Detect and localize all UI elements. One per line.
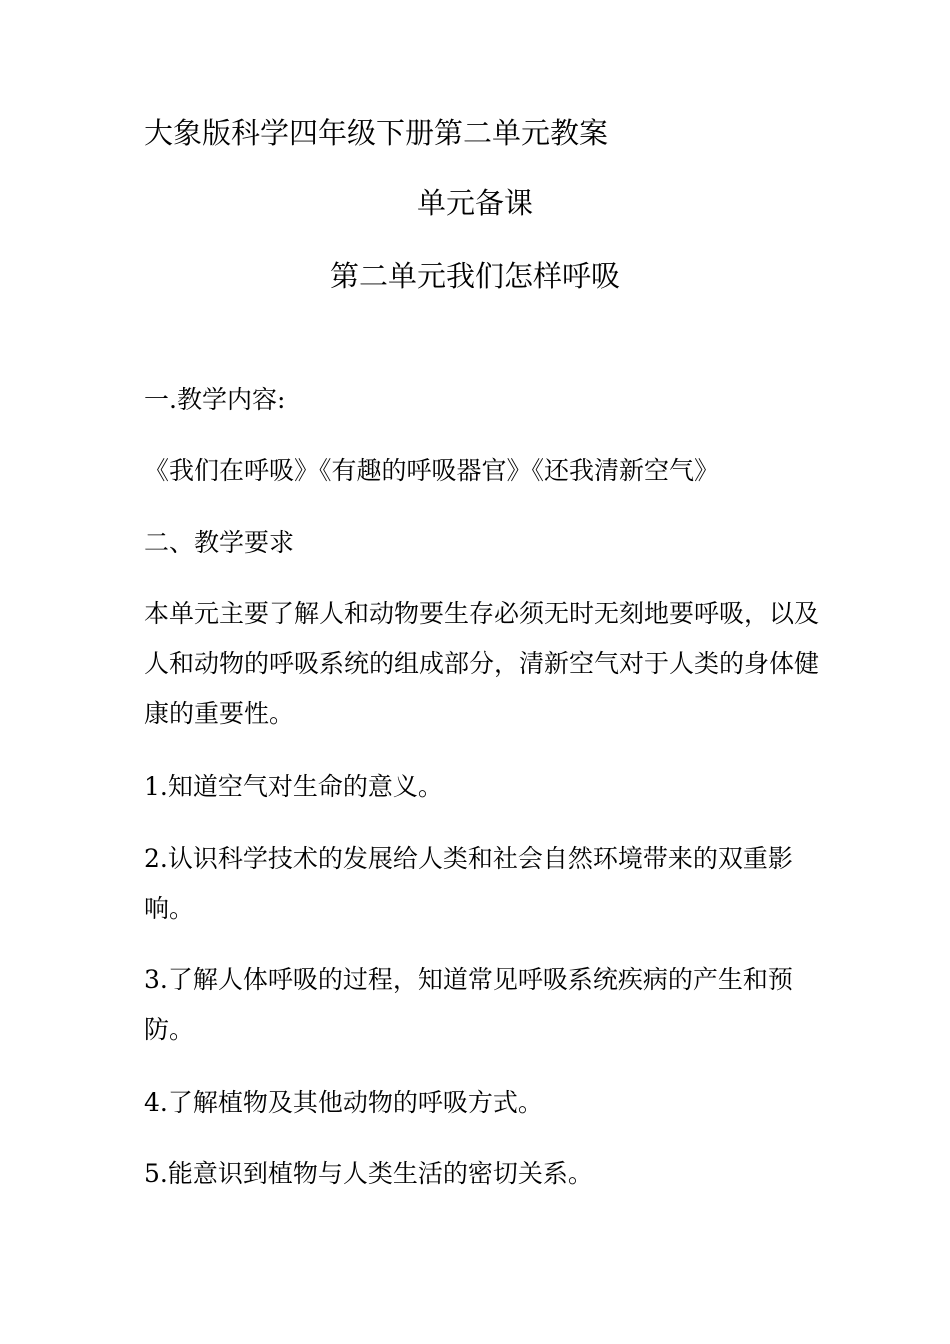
requirement-item-2-line-2: 响。: [144, 894, 195, 923]
requirement-item-1: 1.知道空气对生命的意义。: [144, 772, 443, 801]
section-2-heading: 二、教学要求: [144, 528, 295, 557]
section-2-intro-line-1: 本单元主要了解人和动物要生存必须无时无刻地要呼吸，以及: [144, 599, 820, 628]
unit-prep-title: 单元备课: [416, 186, 533, 220]
requirement-item-3-line-1: 3.了解人体呼吸的过程，知道常见呼吸系统疾病的产生和预: [144, 965, 793, 994]
section-1-body: 《我们在呼吸》《有趣的呼吸器官》《还我清新空气》: [144, 456, 720, 485]
requirement-item-3-line-2: 防。: [144, 1015, 195, 1044]
section-2-intro-line-3: 康的重要性。: [144, 699, 295, 728]
section-1-heading: 一.教学内容:: [144, 385, 286, 414]
requirement-item-5: 5.能意识到植物与人类生活的密切关系。: [144, 1159, 593, 1188]
unit-title: 第二单元我们怎样呼吸: [329, 259, 620, 293]
main-title: 大象版科学四年级下册第二单元教案: [144, 116, 609, 150]
requirement-item-4: 4.了解植物及其他动物的呼吸方式。: [144, 1088, 543, 1117]
requirement-item-2-line-1: 2.认识科学技术的发展给人类和社会自然环境带来的双重影: [144, 844, 793, 873]
section-2-intro-line-2: 人和动物的呼吸系统的组成部分，清新空气对于人类的身体健: [144, 649, 820, 678]
